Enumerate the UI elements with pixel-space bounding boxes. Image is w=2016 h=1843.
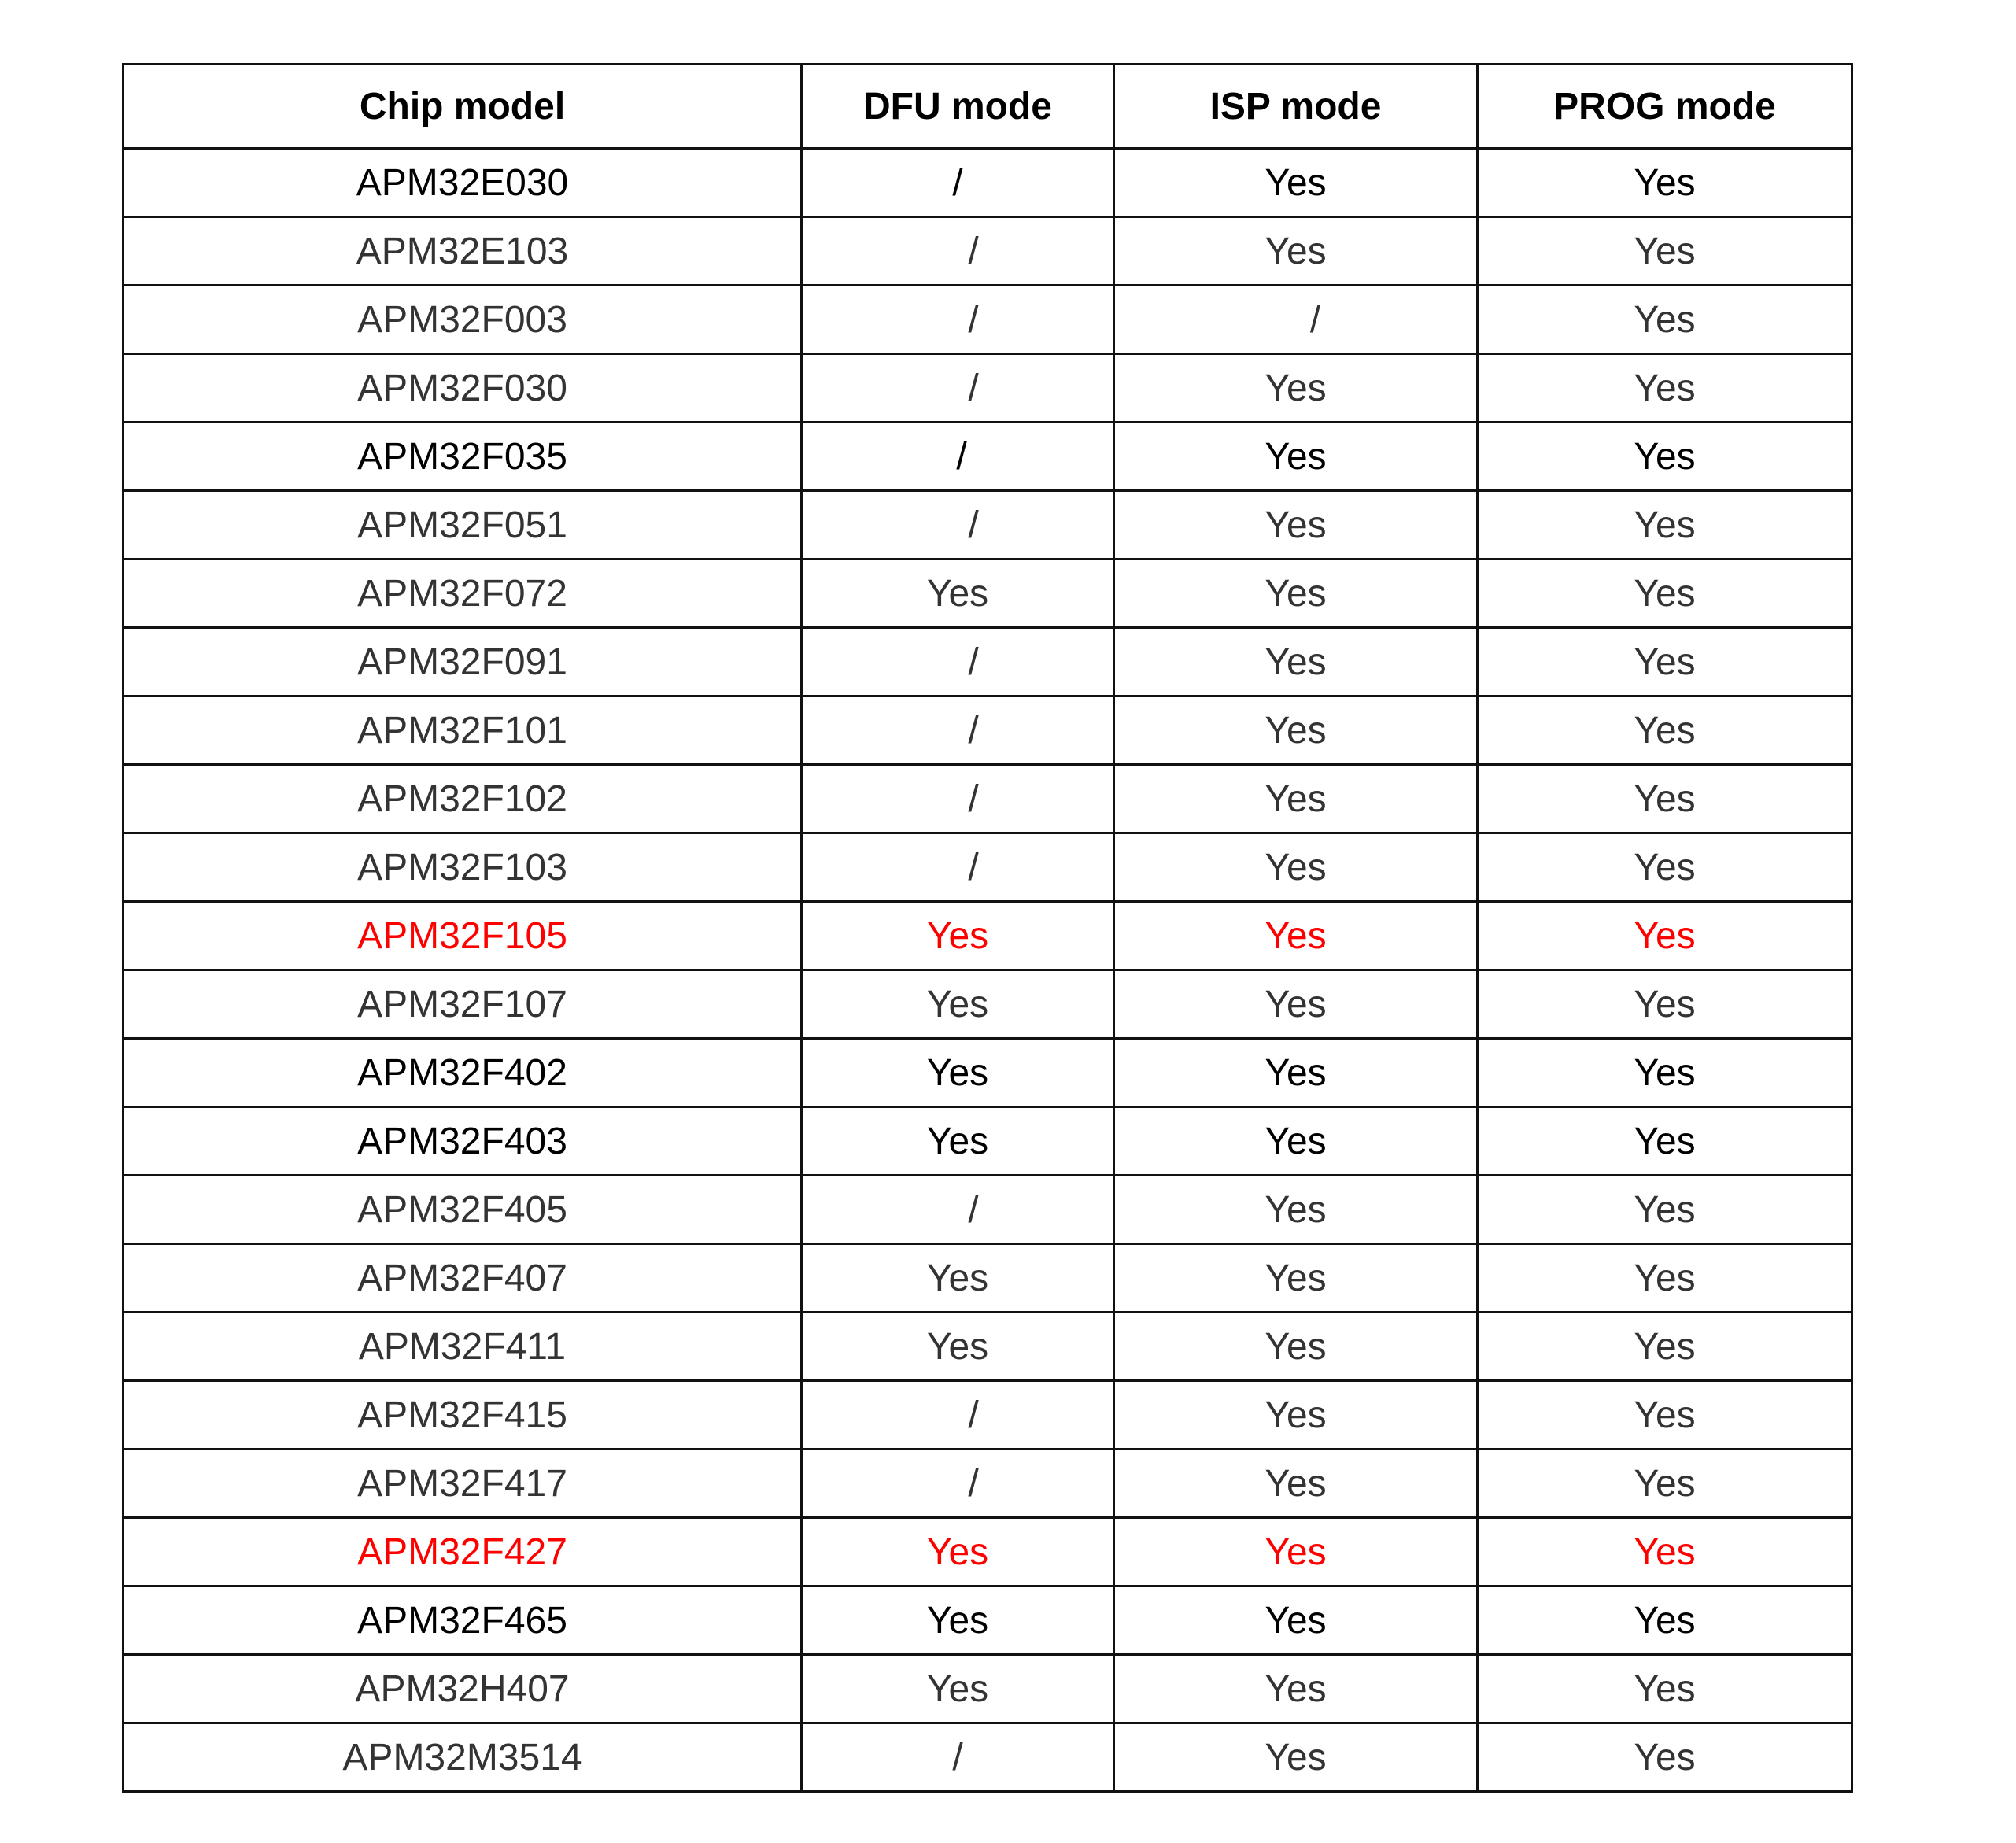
cell-dfu-mode: / — [802, 217, 1114, 286]
table-row — [124, 1244, 1852, 1313]
table-row — [124, 970, 1852, 1039]
cell-dfu-mode: Yes — [802, 970, 1114, 1039]
table-row — [124, 1450, 1852, 1518]
table-row — [124, 286, 1852, 354]
cell-chip-model: APM32M3514 — [124, 1723, 802, 1792]
cell-isp-mode: Yes — [1114, 1381, 1478, 1450]
cell-chip-model: APM32F427 — [124, 1518, 802, 1586]
header-prog-mode: PROG mode — [1478, 65, 1852, 149]
cell-dfu-mode: / — [802, 765, 1114, 833]
table-row — [124, 765, 1852, 833]
cell-prog-mode: Yes — [1478, 1313, 1852, 1381]
cell-prog-mode: Yes — [1478, 560, 1852, 628]
cell-chip-model: APM32F407 — [124, 1244, 802, 1313]
cell-chip-model: APM32F405 — [124, 1176, 802, 1244]
table-row — [124, 1655, 1852, 1723]
cell-isp-mode: / — [1114, 286, 1478, 354]
table-row — [124, 1039, 1852, 1107]
cell-prog-mode: Yes — [1478, 491, 1852, 560]
cell-chip-model: APM32F072 — [124, 560, 802, 628]
cell-dfu-mode: / — [802, 1176, 1114, 1244]
cell-dfu-mode: Yes — [802, 1244, 1114, 1313]
cell-dfu-mode: / — [802, 1723, 1114, 1792]
cell-dfu-mode: / — [802, 491, 1114, 560]
cell-chip-model: APM32E103 — [124, 217, 802, 286]
table-header-row — [124, 65, 1852, 149]
cell-isp-mode: Yes — [1114, 1723, 1478, 1792]
cell-prog-mode: Yes — [1478, 970, 1852, 1039]
cell-dfu-mode: Yes — [802, 1655, 1114, 1723]
cell-prog-mode: Yes — [1478, 1586, 1852, 1655]
cell-prog-mode: Yes — [1478, 1381, 1852, 1450]
cell-chip-model: APM32E030 — [124, 149, 802, 217]
cell-chip-model: APM32F105 — [124, 902, 802, 970]
cell-isp-mode: Yes — [1114, 354, 1478, 423]
table-row — [124, 1381, 1852, 1450]
cell-chip-model: APM32F091 — [124, 628, 802, 696]
cell-isp-mode: Yes — [1114, 970, 1478, 1039]
cell-isp-mode: Yes — [1114, 1244, 1478, 1313]
cell-chip-model: APM32F465 — [124, 1586, 802, 1655]
cell-chip-model: APM32F417 — [124, 1450, 802, 1518]
cell-isp-mode: Yes — [1114, 1313, 1478, 1381]
cell-isp-mode: Yes — [1114, 491, 1478, 560]
cell-dfu-mode: / — [802, 1450, 1114, 1518]
cell-prog-mode: Yes — [1478, 696, 1852, 765]
table-row — [124, 354, 1852, 423]
cell-prog-mode: Yes — [1478, 628, 1852, 696]
cell-isp-mode: Yes — [1114, 696, 1478, 765]
cell-prog-mode: Yes — [1478, 1107, 1852, 1176]
table-row — [124, 560, 1852, 628]
table-row — [124, 833, 1852, 902]
table-row — [124, 149, 1852, 217]
cell-chip-model: APM32F051 — [124, 491, 802, 560]
cell-prog-mode: Yes — [1478, 902, 1852, 970]
cell-dfu-mode: Yes — [802, 1586, 1114, 1655]
table-row — [124, 628, 1852, 696]
cell-isp-mode: Yes — [1114, 560, 1478, 628]
cell-dfu-mode: / — [802, 1381, 1114, 1450]
header-isp-mode: ISP mode — [1114, 65, 1478, 149]
table-row — [124, 1107, 1852, 1176]
cell-chip-model: APM32F035 — [124, 423, 802, 491]
cell-isp-mode: Yes — [1114, 1107, 1478, 1176]
cell-isp-mode: Yes — [1114, 1039, 1478, 1107]
table-row — [124, 217, 1852, 286]
cell-dfu-mode: / — [802, 286, 1114, 354]
cell-isp-mode: Yes — [1114, 628, 1478, 696]
cell-prog-mode: Yes — [1478, 423, 1852, 491]
cell-isp-mode: Yes — [1114, 765, 1478, 833]
cell-prog-mode: Yes — [1478, 1450, 1852, 1518]
chip-support-table — [122, 63, 1853, 1793]
cell-chip-model: APM32F411 — [124, 1313, 802, 1381]
cell-dfu-mode: Yes — [802, 1107, 1114, 1176]
cell-dfu-mode: / — [802, 628, 1114, 696]
cell-dfu-mode: / — [802, 423, 1114, 491]
cell-dfu-mode: Yes — [802, 902, 1114, 970]
table-row — [124, 1176, 1852, 1244]
cell-isp-mode: Yes — [1114, 1655, 1478, 1723]
cell-chip-model: APM32F103 — [124, 833, 802, 902]
cell-prog-mode: Yes — [1478, 765, 1852, 833]
cell-prog-mode: Yes — [1478, 833, 1852, 902]
cell-chip-model: APM32F003 — [124, 286, 802, 354]
cell-prog-mode: Yes — [1478, 149, 1852, 217]
table-row — [124, 696, 1852, 765]
cell-prog-mode: Yes — [1478, 1039, 1852, 1107]
cell-isp-mode: Yes — [1114, 149, 1478, 217]
header-dfu-mode: DFU mode — [802, 65, 1114, 149]
cell-dfu-mode: / — [802, 149, 1114, 217]
cell-chip-model: APM32F403 — [124, 1107, 802, 1176]
table-row-highlighted — [124, 1518, 1852, 1586]
cell-isp-mode: Yes — [1114, 217, 1478, 286]
cell-isp-mode: Yes — [1114, 902, 1478, 970]
cell-dfu-mode: Yes — [802, 560, 1114, 628]
cell-isp-mode: Yes — [1114, 423, 1478, 491]
cell-dfu-mode: / — [802, 696, 1114, 765]
table-row — [124, 491, 1852, 560]
cell-prog-mode: Yes — [1478, 217, 1852, 286]
cell-chip-model: APM32F030 — [124, 354, 802, 423]
cell-chip-model: APM32F102 — [124, 765, 802, 833]
cell-chip-model: APM32F402 — [124, 1039, 802, 1107]
cell-isp-mode: Yes — [1114, 1586, 1478, 1655]
cell-isp-mode: Yes — [1114, 833, 1478, 902]
cell-isp-mode: Yes — [1114, 1450, 1478, 1518]
chip-support-table-container — [122, 63, 1853, 1793]
cell-dfu-mode: Yes — [802, 1518, 1114, 1586]
cell-prog-mode: Yes — [1478, 354, 1852, 423]
cell-prog-mode: Yes — [1478, 1655, 1852, 1723]
cell-chip-model: APM32F101 — [124, 696, 802, 765]
header-chip-model: Chip model — [124, 65, 802, 149]
cell-chip-model: APM32H407 — [124, 1655, 802, 1723]
cell-prog-mode: Yes — [1478, 1723, 1852, 1792]
cell-chip-model: APM32F107 — [124, 970, 802, 1039]
cell-dfu-mode: / — [802, 354, 1114, 423]
cell-chip-model: APM32F415 — [124, 1381, 802, 1450]
table-row-highlighted — [124, 902, 1852, 970]
cell-dfu-mode: / — [802, 833, 1114, 902]
cell-prog-mode: Yes — [1478, 1244, 1852, 1313]
table-row — [124, 423, 1852, 491]
cell-isp-mode: Yes — [1114, 1518, 1478, 1586]
table-row — [124, 1723, 1852, 1792]
cell-prog-mode: Yes — [1478, 286, 1852, 354]
cell-dfu-mode: Yes — [802, 1313, 1114, 1381]
cell-dfu-mode: Yes — [802, 1039, 1114, 1107]
table-row — [124, 1586, 1852, 1655]
cell-isp-mode: Yes — [1114, 1176, 1478, 1244]
cell-prog-mode: Yes — [1478, 1176, 1852, 1244]
table-row — [124, 1313, 1852, 1381]
cell-prog-mode: Yes — [1478, 1518, 1852, 1586]
